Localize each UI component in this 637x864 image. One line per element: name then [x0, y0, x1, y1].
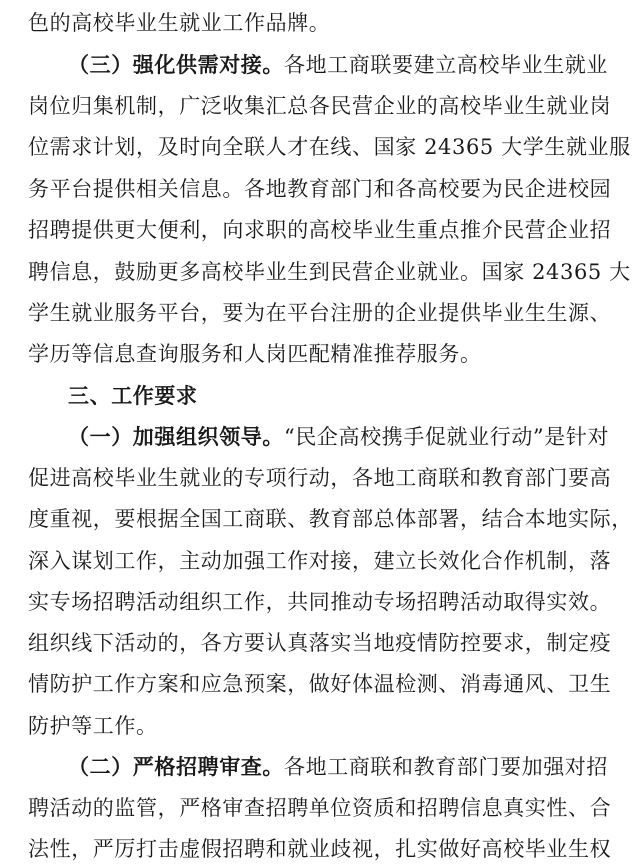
text-line: [28, 8, 613, 38]
text: 招聘提供更大便利，向求职的高校毕业生重点推介民营企业招: [28, 218, 612, 242]
text-line: [28, 132, 631, 162]
text-line: [28, 834, 613, 864]
text: 法性，严厉打击虚假招聘和就业歧视，扎实做好高校毕业生权: [28, 837, 612, 861]
text: 聘活动的监管，严格审查招聘单位资质和招聘信息真实性、合: [28, 796, 612, 820]
text-line: [28, 339, 613, 369]
text-line: [28, 504, 633, 534]
paragraph-lead: （一）加强组织领导。: [68, 425, 284, 449]
text: 学历等信息查询服务和人岗匹配精准推荐服务。: [28, 342, 482, 366]
paragraph-lead: （二）严格招聘审查。: [68, 755, 284, 779]
text-line: [28, 298, 613, 328]
paragraph-first-line: [68, 50, 613, 80]
text-line: [28, 711, 613, 741]
section-heading: [68, 381, 613, 411]
text-line: [28, 669, 613, 699]
text: 岗位归集机制，广泛收集汇总各民营企业的高校毕业生就业岗: [28, 94, 612, 118]
text: 组织线下活动的，各方要认真落实当地疫情防控要求，制定疫: [28, 631, 612, 655]
text-line: [28, 793, 613, 823]
text: 各地工商联和教育部门要加强对招: [284, 755, 608, 779]
text: 聘信息，鼓励更多高校毕业生到民营企业就业。国家 24365 大: [28, 260, 631, 284]
text: 各地工商联要建立高校毕业生就业: [284, 53, 608, 77]
text: 学生就业服务平台，要为在平台注册的企业提供毕业生生源、: [28, 301, 612, 325]
text-line: [28, 546, 613, 576]
text-line: [28, 587, 613, 617]
text: 位需求计划，及时向全联人才在线、国家 24365 大学生就业服: [28, 135, 631, 159]
section-heading-text: 三、工作要求: [68, 384, 198, 408]
paragraph-first-line: [68, 752, 613, 782]
text: 防护等工作。: [28, 714, 158, 738]
text-line: [28, 174, 613, 204]
text: 情防护工作方案和应急预案，做好体温检测、消毒通风、卫生: [28, 672, 612, 696]
text: 务平台提供相关信息。各地教育部门和各高校要为民企进校园: [28, 177, 612, 201]
text: 度重视，要根据全国工商联、教育部总体部署，结合本地实际，: [28, 507, 633, 531]
text-line: [28, 257, 631, 287]
text: 实专场招聘活动组织工作，共同推动专场招聘活动取得实效。: [28, 590, 612, 614]
text-line: [28, 628, 613, 658]
text: 深入谋划工作，主动加强工作对接，建立长效化合作机制，落: [28, 549, 612, 573]
text-line: [28, 91, 613, 121]
text-line: [28, 215, 613, 245]
text: 促进高校毕业生就业的专项行动，各地工商联和教育部门要高: [28, 466, 612, 490]
text: “民企高校携手促就业行动”是针对: [284, 425, 610, 449]
paragraph-first-line: [68, 422, 613, 452]
paragraph-lead: （三）强化供需对接。: [68, 53, 284, 77]
text: 色的高校毕业生就业工作品牌。: [28, 11, 331, 35]
text-line: [28, 463, 613, 493]
